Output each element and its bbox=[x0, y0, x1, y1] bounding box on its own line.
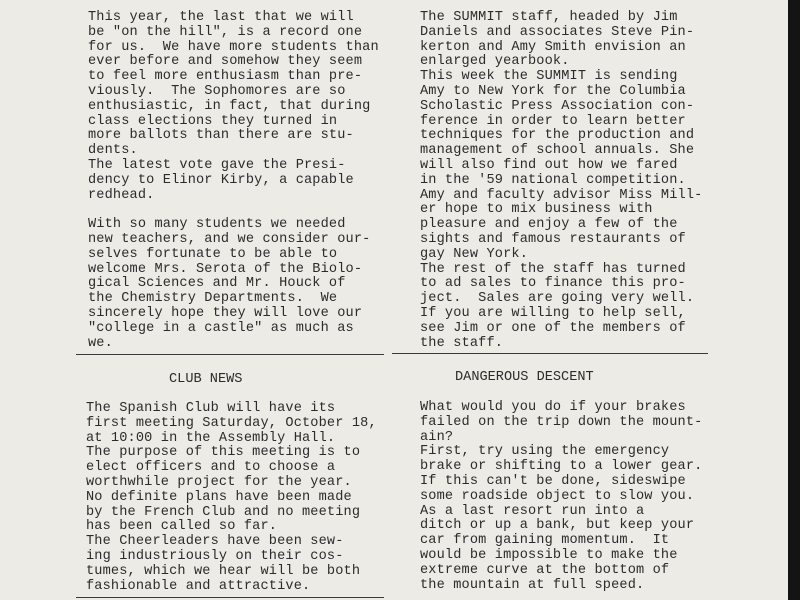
article-club-news bbox=[86, 402, 377, 594]
heading-club-news: CLUB NEWS bbox=[169, 372, 243, 387]
text-line: car from gaining momentum. It bbox=[420, 533, 670, 549]
text-line: With so many students we needed bbox=[88, 217, 346, 233]
article-class-news bbox=[88, 11, 379, 351]
text-line: the Chemistry Departments. We bbox=[88, 291, 338, 307]
text-line: to feel more enthusiasm than pre- bbox=[88, 69, 363, 85]
scan-border bbox=[788, 0, 800, 600]
text-line: sights and famous restaurants of bbox=[420, 231, 686, 247]
column-rule-bottom-left bbox=[76, 597, 384, 598]
text-line: selves fortunate to be able to bbox=[88, 246, 338, 262]
text-line: ever before and somehow they seem bbox=[88, 54, 363, 70]
text-line: new teachers, and we consider our- bbox=[88, 231, 371, 247]
text-line: ing industriously on their cos- bbox=[86, 548, 344, 564]
text-line: This year, the last that we will bbox=[88, 10, 354, 25]
text-line: Daniels and associates Steve Pin- bbox=[420, 24, 695, 40]
text-line bbox=[88, 203, 379, 218]
text-line: viously. The Sophomores are so bbox=[88, 83, 346, 99]
text-line: enthusiastic, in fact, that during bbox=[88, 98, 371, 114]
text-line: er hope to mix business with bbox=[420, 202, 653, 218]
text-line: for us. We have more students than bbox=[88, 39, 379, 55]
text-line: The purpose of this meeting is to bbox=[86, 445, 361, 461]
text-line: will also find out how we fared bbox=[420, 157, 678, 173]
text-line: kerton and Amy Smith envision an bbox=[420, 39, 686, 55]
text-line: extreme curve at the bottom of bbox=[420, 562, 670, 578]
text-line: gay New York. bbox=[420, 246, 528, 262]
text-line: dents. bbox=[88, 143, 138, 159]
text-line: fashionable and attractive. bbox=[86, 578, 311, 594]
heading-dangerous-descent: DANGEROUS DESCENT bbox=[455, 370, 594, 385]
text-line: be "on the hill", is a record one bbox=[88, 24, 363, 40]
text-line: sincerely hope they will love our bbox=[88, 305, 363, 321]
text-line: class elections they turned in bbox=[88, 113, 338, 129]
text-line: we. bbox=[88, 335, 113, 351]
text-line: First, try using the emergency bbox=[420, 444, 670, 460]
text-line: tumes, which we hear will be both bbox=[86, 563, 361, 579]
text-line: some roadside object to slow you. bbox=[420, 488, 695, 504]
text-line: ference in order to learn better bbox=[420, 113, 686, 129]
text-line: No definite plans have been made bbox=[86, 489, 352, 505]
text-line: more ballots than there are stu- bbox=[88, 128, 354, 144]
text-line: elect officers and to choose a bbox=[86, 460, 336, 476]
text-line: see Jim or one of the members of bbox=[420, 320, 686, 336]
text-line: "college in a castle" as much as bbox=[88, 320, 354, 336]
text-line: brake or shifting to a lower gear. bbox=[420, 459, 703, 475]
text-line: The Cheerleaders have been sew- bbox=[86, 534, 344, 550]
text-line: management of school annuals. She bbox=[420, 143, 695, 159]
text-line: by the French Club and no meeting bbox=[86, 504, 361, 520]
text-line: The rest of the staff has turned bbox=[420, 261, 686, 277]
column-rule-left bbox=[76, 354, 384, 355]
text-line: the mountain at full speed. bbox=[420, 577, 645, 593]
text-line: Scholastic Press Association con- bbox=[420, 98, 695, 114]
text-line: The SUMMIT staff, headed by Jim bbox=[420, 10, 678, 25]
text-line: has been called so far. bbox=[86, 519, 278, 535]
text-line: The latest vote gave the Presi- bbox=[88, 157, 346, 173]
text-line: to ad sales to finance this pro- bbox=[420, 276, 686, 292]
column-rule-right bbox=[392, 353, 708, 354]
text-line: in the '59 national competition. bbox=[420, 172, 686, 188]
article-dangerous-descent bbox=[420, 401, 702, 593]
text-line: As a last resort run into a bbox=[420, 503, 645, 519]
text-line: redhead. bbox=[88, 187, 155, 203]
text-line: failed on the trip down the mount- bbox=[420, 414, 703, 430]
text-line: techniques for the production and bbox=[420, 128, 695, 144]
text-line: would be impossible to make the bbox=[420, 547, 678, 563]
text-line: Amy and faculty advisor Miss Mill- bbox=[420, 187, 703, 203]
text-line: Amy to New York for the Columbia bbox=[420, 83, 686, 99]
text-line: gical Sciences and Mr. Houck of bbox=[88, 276, 346, 292]
text-line: ditch or up a bank, but keep your bbox=[420, 518, 695, 534]
text-line: What would you do if your brakes bbox=[420, 400, 686, 415]
text-line: This week the SUMMIT is sending bbox=[420, 69, 678, 85]
text-line: the staff. bbox=[420, 335, 504, 351]
text-line: If this can't be done, sideswipe bbox=[420, 473, 686, 489]
text-line: ject. Sales are going very well. bbox=[420, 291, 695, 307]
text-line: welcome Mrs. Serota of the Biolo- bbox=[88, 261, 363, 277]
text-line: ain? bbox=[420, 429, 454, 445]
text-line: dency to Elinor Kirby, a capable bbox=[88, 172, 354, 188]
text-line: at 10:00 in the Assembly Hall. bbox=[86, 430, 336, 446]
text-line: enlarged yearbook. bbox=[420, 54, 570, 70]
text-line: pleasure and enjoy a few of the bbox=[420, 217, 678, 233]
text-line: If you are willing to help sell, bbox=[420, 305, 686, 321]
text-line: worthwhile project for the year. bbox=[86, 474, 352, 490]
text-line: first meeting Saturday, October 18, bbox=[86, 415, 377, 431]
article-summit-yearbook bbox=[420, 11, 702, 351]
text-line: The Spanish Club will have its bbox=[86, 401, 336, 416]
